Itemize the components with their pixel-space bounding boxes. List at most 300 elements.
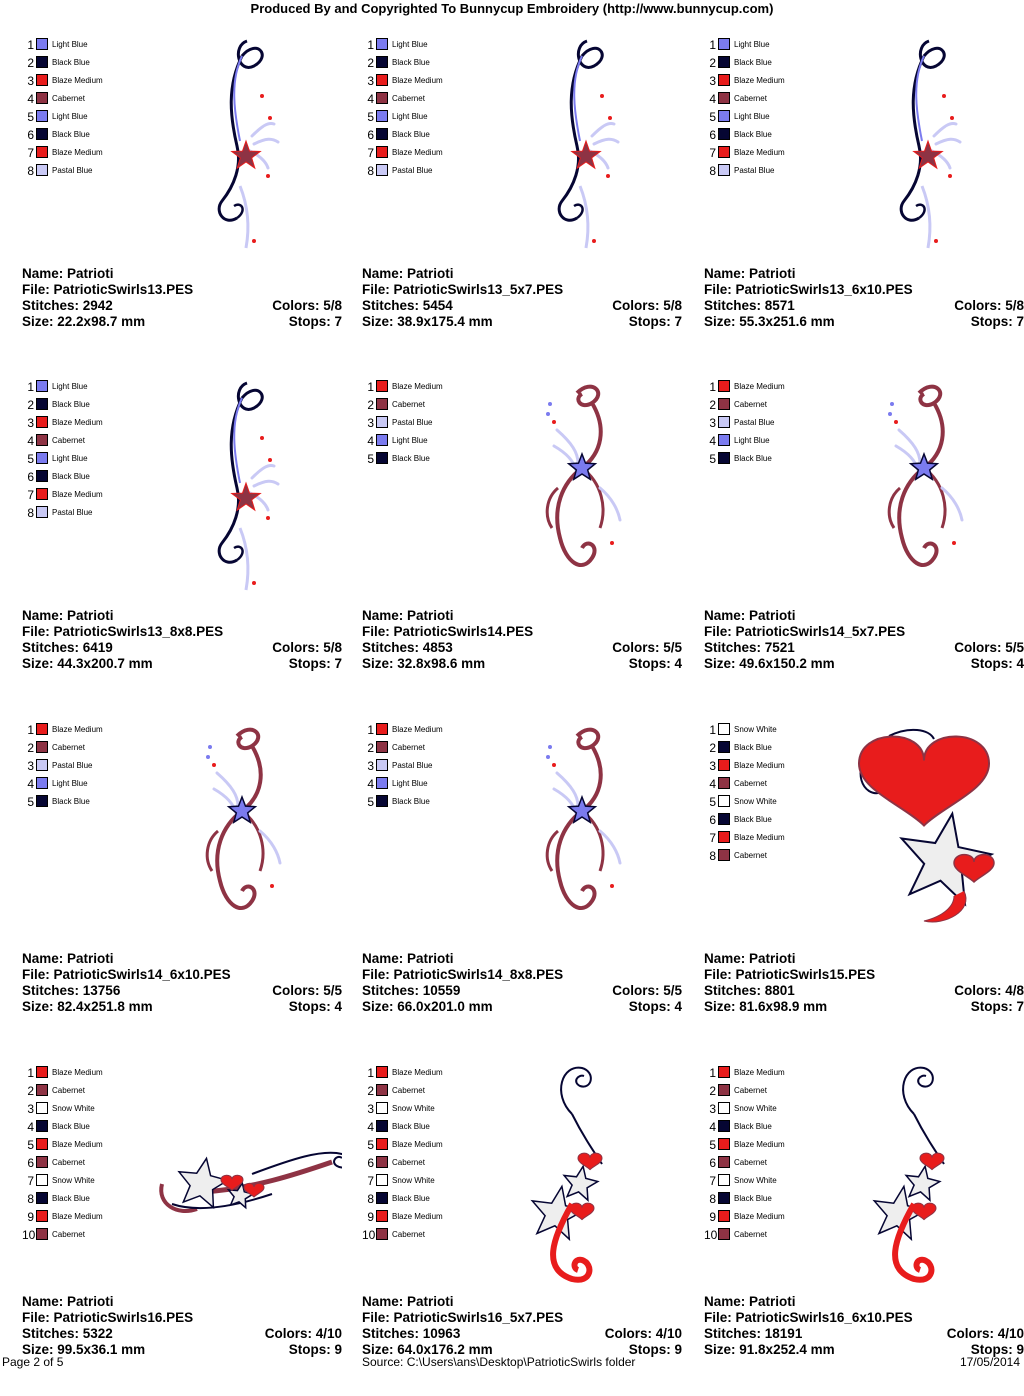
palette-color-name: Light Blue bbox=[392, 40, 428, 49]
color-swatch bbox=[376, 1102, 388, 1114]
stitch-count: 18191 bbox=[764, 1326, 803, 1341]
palette-number: 6 bbox=[367, 1156, 374, 1170]
design-size: 49.6x150.2 mm bbox=[739, 656, 835, 671]
color-swatch bbox=[376, 128, 388, 140]
color-swatch bbox=[36, 1066, 48, 1078]
stitch-count: 10963 bbox=[422, 1326, 461, 1341]
color-swatch bbox=[718, 380, 730, 392]
palette-color-name: Blaze Medium bbox=[734, 761, 785, 770]
stitches-label: Stitches: bbox=[704, 983, 762, 998]
palette-number: 4 bbox=[367, 92, 374, 106]
palette-number: 3 bbox=[709, 416, 716, 430]
design-preview-image bbox=[482, 368, 682, 598]
color-swatch bbox=[36, 452, 48, 464]
palette-color-name: Snow White bbox=[734, 1176, 777, 1185]
design-card bbox=[362, 26, 682, 368]
design-info bbox=[22, 1294, 342, 1358]
palette-number: 7 bbox=[709, 146, 716, 160]
stitches-label: Stitches: bbox=[362, 1326, 420, 1341]
palette-number: 4 bbox=[27, 777, 34, 791]
stitches-label: Stitches: bbox=[704, 640, 762, 655]
color-swatch bbox=[718, 831, 730, 843]
color-swatch bbox=[376, 38, 388, 50]
color-swatch bbox=[718, 452, 730, 464]
palette-number: 2 bbox=[709, 1084, 716, 1098]
palette-number: 7 bbox=[27, 146, 34, 160]
design-preview-image bbox=[142, 368, 342, 598]
design-preview-image bbox=[824, 711, 1024, 941]
color-swatch bbox=[376, 1066, 388, 1078]
palette-color-name: Black Blue bbox=[52, 58, 90, 67]
palette-number: 2 bbox=[709, 398, 716, 412]
stops-label: Stops: bbox=[288, 999, 331, 1014]
design-size: 38.9x175.4 mm bbox=[397, 314, 493, 329]
palette-color-name: Blaze Medium bbox=[734, 1212, 785, 1221]
size-label: Size: bbox=[362, 656, 394, 671]
size-label: Size: bbox=[22, 656, 54, 671]
color-swatch bbox=[36, 74, 48, 86]
color-swatch bbox=[36, 56, 48, 68]
design-size: 22.2x98.7 mm bbox=[57, 314, 146, 329]
palette-number: 8 bbox=[27, 1192, 34, 1206]
design-card bbox=[704, 26, 1024, 368]
design-preview-image bbox=[142, 1054, 342, 1284]
palette-color-name: Black Blue bbox=[392, 454, 430, 463]
palette-color-name: Black Blue bbox=[734, 743, 772, 752]
palette-color-name: Cabernet bbox=[734, 1230, 767, 1239]
palette-number: 4 bbox=[367, 777, 374, 791]
palette-color-name: Cabernet bbox=[734, 851, 767, 860]
palette-number: 5 bbox=[709, 795, 716, 809]
palette-number: 3 bbox=[367, 1102, 374, 1116]
palette-color-name: Blaze Medium bbox=[392, 1068, 443, 1077]
palette-color-name: Black Blue bbox=[392, 797, 430, 806]
palette-color-name: Cabernet bbox=[392, 743, 425, 752]
stop-count: 7 bbox=[334, 314, 342, 329]
palette-number: 2 bbox=[709, 56, 716, 70]
design-card bbox=[22, 368, 342, 710]
design-name: Patrioti bbox=[749, 608, 796, 623]
color-swatch bbox=[376, 398, 388, 410]
palette-color-name: Snow White bbox=[734, 797, 777, 806]
color-swatch bbox=[36, 146, 48, 158]
color-swatch bbox=[376, 1210, 388, 1222]
palette-color-name: Blaze Medium bbox=[734, 1140, 785, 1149]
palette-number: 5 bbox=[367, 1138, 374, 1152]
palette-number: 1 bbox=[367, 1066, 374, 1080]
stitches-label: Stitches: bbox=[704, 298, 762, 313]
stitches-label: Stitches: bbox=[362, 298, 420, 313]
file-name: PatrioticSwirls15.PES bbox=[735, 967, 876, 982]
name-label: Name: bbox=[362, 1294, 404, 1309]
design-info bbox=[704, 266, 1024, 330]
color-count: 5/8 bbox=[323, 640, 342, 655]
palette-color-name: Black Blue bbox=[52, 472, 90, 481]
palette-number: 5 bbox=[367, 452, 374, 466]
palette-number: 8 bbox=[367, 164, 374, 178]
stitch-count: 5322 bbox=[82, 1326, 113, 1341]
color-swatch bbox=[36, 723, 48, 735]
file-label: File: bbox=[22, 967, 50, 982]
palette-number: 2 bbox=[367, 741, 374, 755]
palette-color-name: Cabernet bbox=[392, 400, 425, 409]
file-name: PatrioticSwirls13_6x10.PES bbox=[735, 282, 913, 297]
design-preview-image bbox=[482, 711, 682, 941]
stitches-label: Stitches: bbox=[704, 1326, 762, 1341]
colors-label: Colors: bbox=[954, 298, 1002, 313]
palette-number: 9 bbox=[367, 1210, 374, 1224]
color-swatch bbox=[36, 38, 48, 50]
color-swatch bbox=[36, 164, 48, 176]
palette-color-name: Blaze Medium bbox=[734, 1068, 785, 1077]
palette-color-name: Snow White bbox=[734, 1104, 777, 1113]
stop-count: 4 bbox=[674, 999, 682, 1014]
design-size: 32.8x98.6 mm bbox=[397, 656, 486, 671]
color-swatch bbox=[718, 1156, 730, 1168]
design-info bbox=[704, 951, 1024, 1015]
file-name: PatrioticSwirls14_6x10.PES bbox=[53, 967, 231, 982]
stitch-count: 6419 bbox=[82, 640, 113, 655]
color-swatch bbox=[718, 813, 730, 825]
palette-number: 7 bbox=[367, 146, 374, 160]
palette-number: 2 bbox=[27, 1084, 34, 1098]
stops-label: Stops: bbox=[628, 1342, 671, 1357]
color-swatch bbox=[36, 1102, 48, 1114]
color-swatch bbox=[376, 1120, 388, 1132]
palette-color-name: Light Blue bbox=[392, 112, 428, 121]
color-swatch bbox=[36, 1174, 48, 1186]
design-name: Patrioti bbox=[67, 951, 114, 966]
color-count: 4/10 bbox=[315, 1326, 342, 1341]
palette-number: 3 bbox=[709, 1102, 716, 1116]
stitch-count: 8801 bbox=[764, 983, 795, 998]
palette-color-name: Black Blue bbox=[52, 797, 90, 806]
palette-number: 3 bbox=[709, 74, 716, 88]
design-info bbox=[362, 608, 682, 672]
color-swatch bbox=[718, 56, 730, 68]
stitch-count: 5454 bbox=[422, 298, 453, 313]
palette-number: 10 bbox=[362, 1228, 376, 1242]
palette-number: 7 bbox=[709, 1174, 716, 1188]
design-card bbox=[362, 368, 682, 710]
color-swatch bbox=[36, 1192, 48, 1204]
color-swatch bbox=[36, 380, 48, 392]
name-label: Name: bbox=[362, 608, 404, 623]
design-preview-image bbox=[824, 26, 1024, 256]
palette-color-name: Light Blue bbox=[392, 436, 428, 445]
colors-label: Colors: bbox=[946, 1326, 994, 1341]
color-count: 5/5 bbox=[663, 640, 682, 655]
color-count: 5/5 bbox=[1005, 640, 1024, 655]
palette-number: 8 bbox=[709, 164, 716, 178]
color-swatch bbox=[718, 849, 730, 861]
palette-number: 8 bbox=[367, 1192, 374, 1206]
file-name: PatrioticSwirls14.PES bbox=[393, 624, 534, 639]
palette-number: 7 bbox=[27, 488, 34, 502]
palette-color-name: Blaze Medium bbox=[734, 833, 785, 842]
design-name: Patrioti bbox=[407, 951, 454, 966]
colors-label: Colors: bbox=[272, 983, 320, 998]
color-swatch bbox=[376, 110, 388, 122]
palette-number: 5 bbox=[367, 110, 374, 124]
color-swatch bbox=[376, 1228, 388, 1240]
design-card bbox=[704, 368, 1024, 710]
palette-color-name: Blaze Medium bbox=[392, 148, 443, 157]
design-preview-image bbox=[824, 368, 1024, 598]
color-swatch bbox=[36, 128, 48, 140]
palette-color-name: Cabernet bbox=[734, 1158, 767, 1167]
stops-label: Stops: bbox=[628, 656, 671, 671]
stop-count: 7 bbox=[1016, 999, 1024, 1014]
stops-label: Stops: bbox=[628, 999, 671, 1014]
palette-color-name: Blaze Medium bbox=[52, 1140, 103, 1149]
file-label: File: bbox=[704, 624, 732, 639]
design-card bbox=[362, 711, 682, 1053]
color-count: 5/8 bbox=[1005, 298, 1024, 313]
stops-label: Stops: bbox=[628, 314, 671, 329]
color-swatch bbox=[718, 1102, 730, 1114]
palette-number: 6 bbox=[27, 470, 34, 484]
source-path: Source: C:\Users\ans\Desktop\PatrioticSwirls folder bbox=[362, 1355, 636, 1369]
color-swatch bbox=[718, 92, 730, 104]
color-swatch bbox=[376, 777, 388, 789]
palette-number: 4 bbox=[367, 434, 374, 448]
size-label: Size: bbox=[362, 1342, 394, 1357]
palette-number: 6 bbox=[27, 128, 34, 142]
design-size: 66.0x201.0 mm bbox=[397, 999, 493, 1014]
palette-color-name: Blaze Medium bbox=[52, 1212, 103, 1221]
colors-label: Colors: bbox=[612, 298, 660, 313]
stop-count: 4 bbox=[334, 999, 342, 1014]
palette-color-name: Light Blue bbox=[52, 112, 88, 121]
color-swatch bbox=[376, 56, 388, 68]
color-swatch bbox=[718, 398, 730, 410]
palette-color-name: Black Blue bbox=[734, 454, 772, 463]
color-swatch bbox=[718, 128, 730, 140]
design-name: Patrioti bbox=[749, 951, 796, 966]
palette-color-name: Pastal Blue bbox=[392, 418, 433, 427]
color-swatch bbox=[376, 1192, 388, 1204]
color-swatch bbox=[718, 1228, 730, 1240]
color-swatch bbox=[718, 164, 730, 176]
stitches-label: Stitches: bbox=[362, 983, 420, 998]
palette-number: 10 bbox=[22, 1228, 36, 1242]
file-label: File: bbox=[704, 1310, 732, 1325]
file-label: File: bbox=[22, 624, 50, 639]
stops-label: Stops: bbox=[970, 999, 1013, 1014]
palette-color-name: Cabernet bbox=[734, 779, 767, 788]
palette-number: 3 bbox=[367, 759, 374, 773]
stitch-count: 2942 bbox=[82, 298, 113, 313]
palette-color-name: Blaze Medium bbox=[392, 725, 443, 734]
palette-number: 5 bbox=[27, 1138, 34, 1152]
palette-color-name: Black Blue bbox=[52, 1194, 90, 1203]
design-name: Patrioti bbox=[67, 266, 114, 281]
color-swatch bbox=[718, 1138, 730, 1150]
page-footer bbox=[0, 1353, 1024, 1370]
palette-color-name: Blaze Medium bbox=[734, 382, 785, 391]
palette-number: 5 bbox=[27, 795, 34, 809]
design-preview-image bbox=[142, 711, 342, 941]
palette-color-name: Blaze Medium bbox=[734, 76, 785, 85]
palette-number: 9 bbox=[27, 1210, 34, 1224]
palette-number: 8 bbox=[709, 1192, 716, 1206]
palette-number: 3 bbox=[367, 416, 374, 430]
palette-number: 5 bbox=[709, 452, 716, 466]
palette-number: 3 bbox=[27, 1102, 34, 1116]
palette-color-name: Cabernet bbox=[52, 1230, 85, 1239]
file-name: PatrioticSwirls16.PES bbox=[53, 1310, 194, 1325]
stitches-label: Stitches: bbox=[22, 298, 80, 313]
design-size: 82.4x251.8 mm bbox=[57, 999, 153, 1014]
palette-color-name: Black Blue bbox=[734, 1194, 772, 1203]
colors-label: Colors: bbox=[612, 983, 660, 998]
file-label: File: bbox=[362, 282, 390, 297]
palette-number: 6 bbox=[709, 1156, 716, 1170]
color-swatch bbox=[376, 74, 388, 86]
palette-number: 10 bbox=[704, 1228, 718, 1242]
name-label: Name: bbox=[22, 608, 64, 623]
color-swatch bbox=[376, 452, 388, 464]
file-label: File: bbox=[22, 282, 50, 297]
palette-number: 6 bbox=[709, 128, 716, 142]
color-swatch bbox=[718, 110, 730, 122]
design-name: Patrioti bbox=[407, 1294, 454, 1309]
color-swatch bbox=[376, 164, 388, 176]
color-swatch bbox=[376, 434, 388, 446]
file-label: File: bbox=[362, 624, 390, 639]
palette-color-name: Blaze Medium bbox=[52, 418, 103, 427]
design-size: 91.8x252.4 mm bbox=[739, 1342, 835, 1357]
file-name: PatrioticSwirls14_5x7.PES bbox=[735, 624, 906, 639]
design-size: 99.5x36.1 mm bbox=[57, 1342, 146, 1357]
palette-color-name: Snow White bbox=[392, 1104, 435, 1113]
name-label: Name: bbox=[704, 1294, 746, 1309]
stop-count: 4 bbox=[674, 656, 682, 671]
color-swatch bbox=[718, 38, 730, 50]
palette-number: 5 bbox=[367, 795, 374, 809]
color-count: 4/10 bbox=[655, 1326, 682, 1341]
palette-number: 3 bbox=[709, 759, 716, 773]
color-swatch bbox=[36, 1138, 48, 1150]
color-swatch bbox=[36, 1210, 48, 1222]
stops-label: Stops: bbox=[970, 656, 1013, 671]
design-name: Patrioti bbox=[67, 608, 114, 623]
name-label: Name: bbox=[704, 951, 746, 966]
color-swatch bbox=[718, 74, 730, 86]
file-name: PatrioticSwirls13_5x7.PES bbox=[393, 282, 564, 297]
palette-color-name: Light Blue bbox=[52, 382, 88, 391]
palette-number: 1 bbox=[367, 380, 374, 394]
color-swatch bbox=[718, 146, 730, 158]
palette-number: 4 bbox=[27, 92, 34, 106]
palette-color-name: Black Blue bbox=[392, 58, 430, 67]
stop-count: 9 bbox=[334, 1342, 342, 1357]
palette-color-name: Cabernet bbox=[392, 1086, 425, 1095]
name-label: Name: bbox=[362, 951, 404, 966]
palette-color-name: Pastal Blue bbox=[734, 418, 775, 427]
color-count: 5/5 bbox=[663, 983, 682, 998]
color-swatch bbox=[376, 1138, 388, 1150]
palette-number: 6 bbox=[367, 128, 374, 142]
design-info bbox=[704, 608, 1024, 672]
palette-color-name: Pastal Blue bbox=[734, 166, 775, 175]
design-info bbox=[362, 266, 682, 330]
color-swatch bbox=[376, 146, 388, 158]
file-name: PatrioticSwirls13_8x8.PES bbox=[53, 624, 224, 639]
palette-color-name: Cabernet bbox=[392, 1158, 425, 1167]
color-swatch bbox=[36, 470, 48, 482]
page-header: Produced By and Copyrighted To Bunnycup Embroidery (http://www.bunnycup.com) bbox=[250, 1, 774, 16]
design-info bbox=[22, 951, 342, 1015]
palette-color-name: Pastal Blue bbox=[392, 166, 433, 175]
palette-color-name: Blaze Medium bbox=[52, 725, 103, 734]
size-label: Size: bbox=[704, 999, 736, 1014]
size-label: Size: bbox=[704, 1342, 736, 1357]
color-swatch bbox=[718, 1192, 730, 1204]
palette-color-name: Blaze Medium bbox=[52, 490, 103, 499]
palette-number: 8 bbox=[27, 506, 34, 520]
palette-number: 1 bbox=[27, 723, 34, 737]
stitches-label: Stitches: bbox=[362, 640, 420, 655]
size-label: Size: bbox=[22, 1342, 54, 1357]
palette-number: 1 bbox=[709, 38, 716, 52]
color-swatch bbox=[376, 1084, 388, 1096]
palette-color-name: Light Blue bbox=[734, 40, 770, 49]
color-swatch bbox=[36, 1084, 48, 1096]
palette-color-name: Cabernet bbox=[392, 94, 425, 103]
color-swatch bbox=[718, 741, 730, 753]
design-info bbox=[362, 951, 682, 1015]
design-card bbox=[22, 711, 342, 1053]
palette-number: 9 bbox=[709, 1210, 716, 1224]
color-swatch bbox=[376, 1174, 388, 1186]
file-name: PatrioticSwirls16_5x7.PES bbox=[393, 1310, 564, 1325]
palette-color-name: Snow White bbox=[52, 1176, 95, 1185]
stop-count: 7 bbox=[1016, 314, 1024, 329]
palette-number: 2 bbox=[367, 1084, 374, 1098]
palette-color-name: Black Blue bbox=[392, 1194, 430, 1203]
palette-number: 6 bbox=[709, 813, 716, 827]
palette-number: 7 bbox=[27, 1174, 34, 1188]
palette-color-name: Blaze Medium bbox=[392, 76, 443, 85]
color-swatch bbox=[718, 416, 730, 428]
palette-number: 1 bbox=[367, 723, 374, 737]
print-date: 17/05/2014 bbox=[959, 1355, 1020, 1369]
color-count: 5/8 bbox=[323, 298, 342, 313]
palette-color-name: Black Blue bbox=[392, 1122, 430, 1131]
name-label: Name: bbox=[22, 951, 64, 966]
palette-number: 7 bbox=[709, 831, 716, 845]
palette-color-name: Cabernet bbox=[52, 1086, 85, 1095]
file-label: File: bbox=[22, 1310, 50, 1325]
color-count: 4/10 bbox=[997, 1326, 1024, 1341]
palette-color-name: Cabernet bbox=[52, 436, 85, 445]
stops-label: Stops: bbox=[970, 314, 1013, 329]
palette-number: 4 bbox=[27, 1120, 34, 1134]
palette-number: 4 bbox=[709, 92, 716, 106]
name-label: Name: bbox=[362, 266, 404, 281]
palette-color-name: Light Blue bbox=[52, 779, 88, 788]
palette-color-name: Blaze Medium bbox=[52, 148, 103, 157]
palette-number: 4 bbox=[709, 777, 716, 791]
color-count: 5/8 bbox=[663, 298, 682, 313]
palette-color-name: Snow White bbox=[734, 725, 777, 734]
design-name: Patrioti bbox=[407, 608, 454, 623]
palette-color-name: Blaze Medium bbox=[52, 1068, 103, 1077]
palette-number: 2 bbox=[27, 741, 34, 755]
design-info bbox=[22, 608, 342, 672]
